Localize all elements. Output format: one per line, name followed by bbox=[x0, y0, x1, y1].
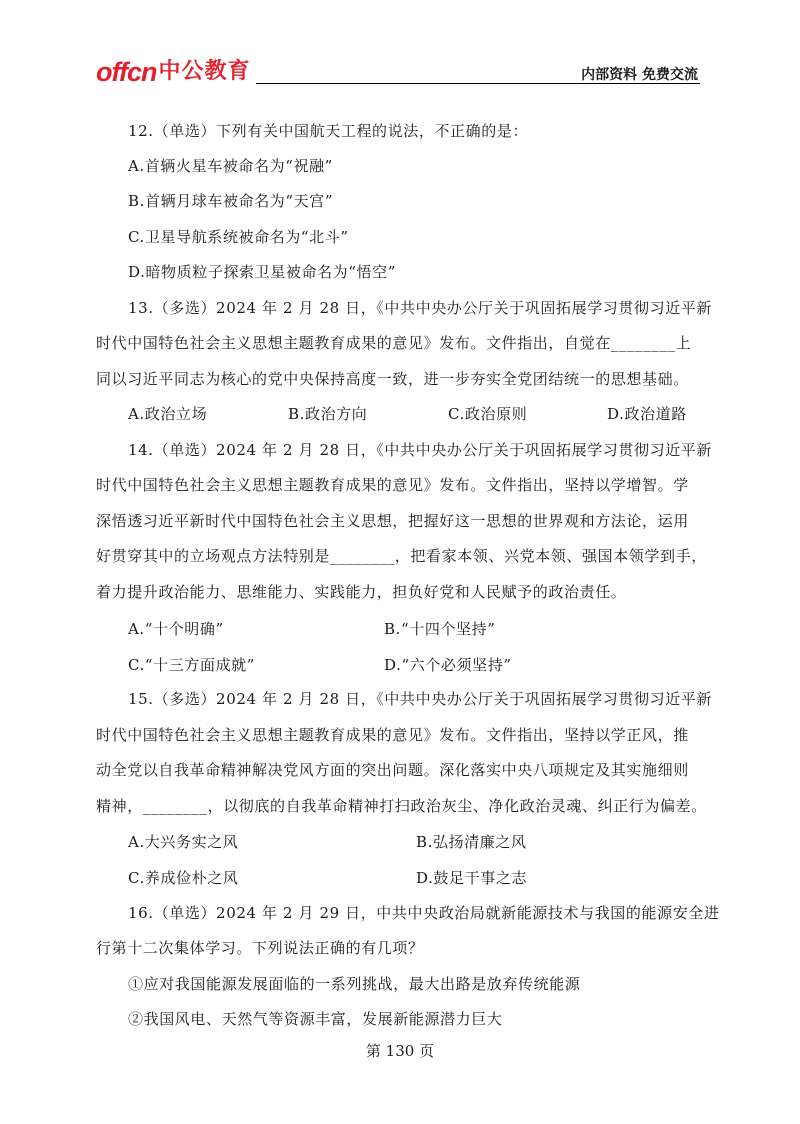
q15-option-d: D.鼓足干事之志 bbox=[416, 869, 528, 887]
q15-line-4: 精神，________，以彻底的自我革命精神打扫政治灰尘、净化政治灵魂、纠正行为偏差。 bbox=[96, 797, 707, 815]
q15-option-c: C.养成俭朴之风 bbox=[128, 869, 239, 887]
q13-line-2: 时代中国特色社会主义思想主题教育成果的意见》发布。文件指出，自觉在________上 bbox=[96, 334, 692, 352]
q15-line-1: 15.（多选）2024 年 2 月 28 日，《中共中央办公厅关于巩固拓展学习贯彻习近平新 bbox=[128, 690, 713, 708]
q14-line-5: 着力提升政治能力、思维能力、实践能力，担负好党和人民赋予的政治责任。 bbox=[96, 583, 627, 601]
page-number: 第 130 页 bbox=[365, 1042, 435, 1060]
q14-option-d: D.“六个必须坚持” bbox=[384, 656, 512, 674]
q15-line-2: 时代中国特色社会主义思想主题教育成果的意见》发布。文件指出，坚持以学正风，推 bbox=[96, 726, 689, 744]
q14-line-4: 好贯穿其中的立场观点方法特别是________，把看家本领、兴党本领、强国本领学到手， bbox=[96, 547, 707, 565]
logo-text-cn: 中公教育 bbox=[158, 59, 251, 84]
q12-option-b: B.首辆月球车被命名为“天宫” bbox=[128, 192, 334, 210]
q12-option-c: C.卫星导航系统被命名为“北斗” bbox=[128, 228, 349, 246]
q16-line-2: 行第十二次集体学习。下列说法正确的有几项？ bbox=[96, 939, 424, 957]
q12-option-a: A.首辆火星车被命名为“祝融” bbox=[128, 157, 333, 175]
q15-line-3: 动全党以自我革命精神解决党风方面的突出问题。深化落实中央八项规定及其实施细则 bbox=[96, 761, 689, 779]
q12-stem: 12.（单选）下列有关中国航天工程的说法，不正确的是： bbox=[128, 122, 529, 140]
q15-option-b: B.弘扬清廉之风 bbox=[416, 833, 527, 851]
q14-line-3: 深悟透习近平新时代中国特色社会主义思想，把握好这一思想的世界观和方法论，运用 bbox=[96, 512, 689, 530]
q15-option-a: A.大兴务实之风 bbox=[128, 833, 239, 851]
q13-option-c: C.政治原则 bbox=[448, 405, 528, 423]
q14-option-a: A.“十个明确” bbox=[128, 620, 224, 638]
q13-line-3: 同以习近平同志为核心的党中央保持高度一致，进一步夯实全党团结统一的思想基础。 bbox=[96, 370, 689, 388]
q14-line-1: 14.（单选）2024 年 2 月 28 日，《中共中央办公厅关于巩固拓展学习贯彻习近平新 bbox=[128, 441, 713, 459]
q14-option-c: C.“十三方面成就” bbox=[128, 656, 256, 674]
q13-option-b: B.政治方向 bbox=[288, 405, 368, 423]
q13-option-a: A.政治立场 bbox=[128, 405, 208, 423]
q13-option-d: D.政治道路 bbox=[607, 405, 687, 423]
q13-line-1: 13.（多选）2024 年 2 月 28 日，《中共中央办公厅关于巩固拓展学习贯彻习近平新 bbox=[128, 299, 713, 317]
q14-option-b: B.“十四个坚持” bbox=[384, 620, 496, 638]
q16-line-1: 16.（单选）2024 年 2 月 29 日，中共中央政治局就新能源技术与我国的能源安全进 bbox=[128, 904, 720, 922]
logo-text-en: offcn bbox=[96, 57, 157, 87]
header-tagline: 内部资料 免费交流 bbox=[581, 67, 698, 83]
q14-line-2: 时代中国特色社会主义思想主题教育成果的意见》发布。文件指出，坚持以学增智。学 bbox=[96, 476, 689, 494]
q12-option-d: D.暗物质粒子探索卫星被命名为“悟空” bbox=[128, 263, 396, 281]
q16-item-2: ②我国风电、天然气等资源丰富，发展新能源潜力巨大 bbox=[128, 1010, 503, 1028]
q16-item-1: ①应对我国能源发展面临的一系列挑战，最大出路是放弃传统能源 bbox=[128, 975, 581, 993]
